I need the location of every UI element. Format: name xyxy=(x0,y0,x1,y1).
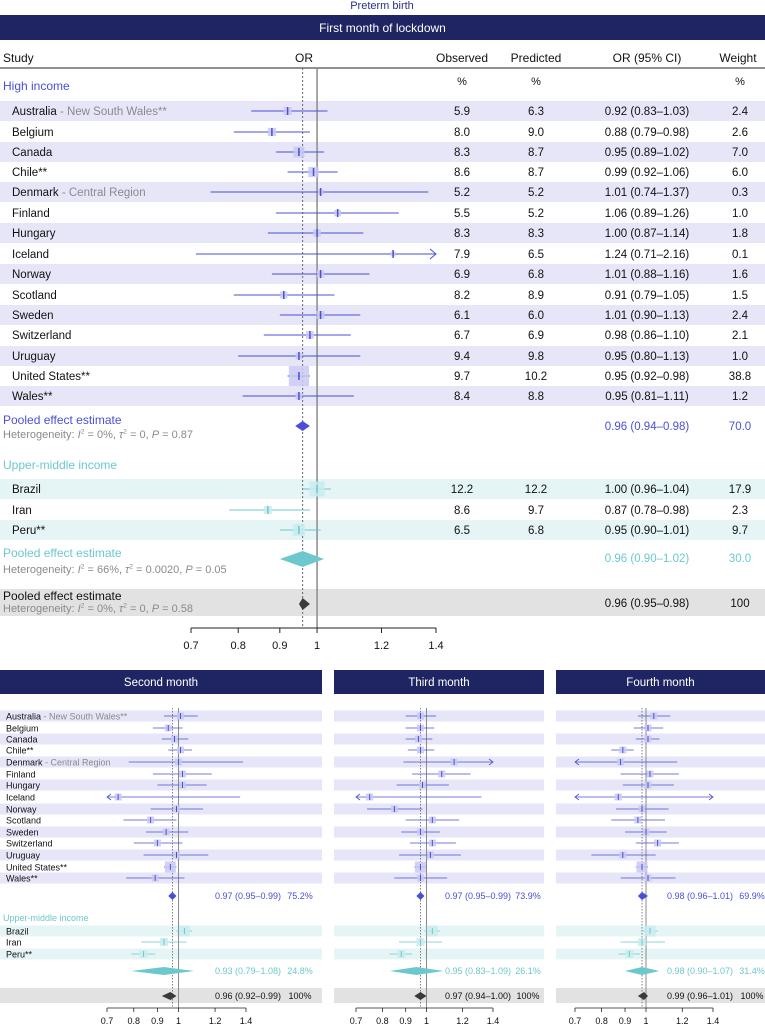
predicted-value: 5.2 xyxy=(528,187,544,199)
small-panel-3 xyxy=(556,670,765,1026)
heterogeneity-text: Heterogeneity: $I^2 = 66\%$, $\tau^2 = 0.0020$, P = 0.05 xyxy=(3,563,227,576)
predicted-value: 8.8 xyxy=(528,391,544,403)
pooled-ci-overall: 0.96 (0.95–0.98) xyxy=(604,598,690,610)
small-study-label: Sweden xyxy=(6,827,39,838)
small-pooled-weight-high: 75.2% xyxy=(287,891,313,901)
small-x-tick-label: 1.4 xyxy=(706,1016,720,1026)
small-pooled-ci-high: 0.98 (0.96–1.01) xyxy=(666,891,734,901)
pooled-weight-overall: 100 xyxy=(730,598,750,610)
study-label: Hungary xyxy=(12,228,56,240)
study-label: Finland xyxy=(12,208,50,220)
ci-value: 1.01 (0.74–1.37) xyxy=(604,187,690,199)
predicted-value: 6.5 xyxy=(528,249,544,261)
pooled-label-overall: Pooled effect estimate xyxy=(3,589,122,603)
pooled-ci-upper: 0.96 (0.90–1.02) xyxy=(604,553,690,565)
pooled-weight-upper: 30.0 xyxy=(728,553,752,565)
predicted-value: 8.3 xyxy=(528,228,544,240)
small-study-label: Chile** xyxy=(6,745,34,756)
study-label: Brazil xyxy=(12,484,41,496)
unit-weight: % xyxy=(735,76,745,88)
small-study-label: Scotland xyxy=(6,815,42,826)
header-or: OR xyxy=(295,51,313,65)
predicted-value: 6.8 xyxy=(528,525,544,537)
study-label: Denmark - Central Region xyxy=(12,187,146,199)
observed-value: 8.6 xyxy=(454,505,470,517)
study-label: Scotland xyxy=(12,290,57,302)
observed-value: 7.9 xyxy=(454,249,470,261)
observed-value: 6.9 xyxy=(454,269,470,281)
weight-value: 1.6 xyxy=(732,269,748,281)
study-label: Chile** xyxy=(12,167,48,179)
weight-value: 2.4 xyxy=(732,106,748,118)
predicted-value: 8.7 xyxy=(528,167,544,179)
x-tick-label: 1.2 xyxy=(373,640,390,652)
predicted-value: 9.0 xyxy=(528,127,544,139)
small-row-band xyxy=(334,711,544,722)
header-weight: Weight xyxy=(719,51,757,65)
small-row-bands xyxy=(556,711,765,1004)
ci-value: 0.88 (0.79–0.98) xyxy=(604,127,690,139)
x-tick-label: 0.9 xyxy=(272,640,288,652)
weight-value: 1.8 xyxy=(732,228,748,240)
predicted-value: 9.7 xyxy=(528,505,544,517)
small-x-tick-label: 1 xyxy=(176,1016,182,1026)
predicted-value: 8.9 xyxy=(528,290,544,302)
figure-title: Preterm birth xyxy=(350,0,414,12)
small-study-label: Iran xyxy=(6,937,22,948)
predicted-value: 6.0 xyxy=(528,310,544,322)
x-tick-label: 1 xyxy=(314,640,321,652)
small-x-tick-label: 1.2 xyxy=(208,1016,222,1026)
header-observed: Observed xyxy=(435,51,489,65)
study-label: Belgium xyxy=(12,127,54,139)
small-pooled-ci-overall: 0.96 (0.92–0.99) xyxy=(214,991,282,1001)
small-x-tick-label: 1.4 xyxy=(486,1016,500,1026)
weight-value: 9.7 xyxy=(732,525,748,537)
header-ci: OR (95% CI) xyxy=(612,51,682,65)
group-label-high-income: High income xyxy=(3,79,70,93)
pooled-label-upper: Pooled effect estimate xyxy=(3,546,122,560)
small-study-label: Switzerland xyxy=(6,838,53,849)
observed-value: 8.0 xyxy=(454,127,470,139)
weight-value: 2.6 xyxy=(732,127,748,139)
ci-value: 1.01 (0.90–1.13) xyxy=(604,310,690,322)
small-pooled-weight-overall: 100% xyxy=(516,991,540,1001)
header-study: Study xyxy=(3,51,34,65)
small-row-bands xyxy=(0,711,322,1004)
ci-value: 1.06 (0.89–1.26) xyxy=(604,208,690,220)
study-label: Iceland xyxy=(12,249,50,261)
small-pooled-weight-high: 69.9% xyxy=(739,891,765,901)
small-x-tick-label: 0.8 xyxy=(595,1016,608,1026)
study-label: Canada xyxy=(12,147,53,159)
observed-value: 8.3 xyxy=(454,147,470,159)
small-study-label: Wales** xyxy=(6,873,38,884)
pooled-weight-high: 70.0 xyxy=(728,421,752,433)
x-tick-label: 1.4 xyxy=(428,640,444,652)
x-tick-label: 0.7 xyxy=(183,640,199,652)
small-study-label: Peru** xyxy=(6,949,33,960)
small-pooled-weight-upper: 26.1% xyxy=(515,966,541,976)
small-pooled-weight-high: 73.9% xyxy=(515,891,541,901)
small-pooled-ci-overall: 0.97 (0.94–1.00) xyxy=(444,991,512,1001)
predicted-value: 5.2 xyxy=(528,208,544,220)
small-study-label: Australia - New South Wales** xyxy=(6,711,128,722)
study-label: Uruguay xyxy=(12,351,56,363)
small-pooled-weight-upper: 24.8% xyxy=(287,966,313,976)
small-overall-band xyxy=(556,988,765,1003)
weight-value: 2.1 xyxy=(732,330,748,342)
observed-value: 8.3 xyxy=(454,228,470,240)
predicted-value: 6.9 xyxy=(528,330,544,342)
small-study-label: Finland xyxy=(6,769,36,780)
small-group-label-upper: Upper-middle income xyxy=(3,913,89,923)
small-pooled-diamond-upper xyxy=(131,967,194,975)
ci-value: 1.24 (0.71–2.16) xyxy=(604,249,690,261)
small-x-tick-label: 0.8 xyxy=(127,1016,141,1026)
small-row-band xyxy=(556,850,765,861)
small-overall-band xyxy=(334,988,544,1003)
heterogeneity-text: Heterogeneity: $I^2 = 0\%$, $\tau^2 = 0$, P = 0.87 xyxy=(3,428,194,441)
small-study-label: Canada xyxy=(6,734,38,745)
ci-value: 0.95 (0.89–1.02) xyxy=(604,147,690,159)
small-pooled-diamond-high xyxy=(416,892,424,900)
weight-value: 6.0 xyxy=(732,167,748,179)
pooled-label-high: Pooled effect estimate xyxy=(3,413,122,427)
predicted-value: 12.2 xyxy=(524,484,548,496)
observed-value: 6.1 xyxy=(454,310,470,322)
small-panel-1 xyxy=(0,670,322,1026)
small-pooled-weight-overall: 100% xyxy=(740,991,764,1001)
small-study-label: Belgium xyxy=(6,723,39,734)
header-predicted: Predicted xyxy=(510,51,562,65)
small-row-band xyxy=(334,949,544,960)
predicted-value: 6.3 xyxy=(528,106,544,118)
observed-value: 5.5 xyxy=(454,208,470,220)
weight-value: 0.1 xyxy=(732,249,748,261)
small-x-tick-label: 1 xyxy=(643,1016,649,1026)
small-row-band xyxy=(334,804,544,815)
small-study-label: Brazil xyxy=(6,926,29,937)
predicted-value: 6.8 xyxy=(528,269,544,281)
ci-value: 1.01 (0.88–1.16) xyxy=(604,269,690,281)
small-row-bands xyxy=(334,711,544,1004)
small-study-label: Uruguay xyxy=(6,850,41,861)
small-x-tick-label: 1.4 xyxy=(239,1016,253,1026)
small-x-tick-label: 0.9 xyxy=(399,1016,412,1026)
small-study-label: United States** xyxy=(6,862,68,873)
study-label: Sweden xyxy=(12,310,54,322)
small-pooled-ci-upper: 0.95 (0.83–1.09) xyxy=(444,966,512,976)
small-pooled-ci-overall: 0.99 (0.96–1.01) xyxy=(666,991,734,1001)
small-pooled-diamond-upper xyxy=(625,967,659,975)
small-x-tick-label: 0.9 xyxy=(618,1016,632,1026)
small-pooled-weight-upper: 31.4% xyxy=(739,966,765,976)
weight-value: 17.9 xyxy=(728,484,752,496)
weight-value: 0.3 xyxy=(732,187,748,199)
small-x-tick-label: 0.8 xyxy=(376,1016,389,1026)
observed-value: 6.7 xyxy=(454,330,470,342)
small-panel-title: Second month xyxy=(123,677,199,689)
small-row-band xyxy=(556,734,765,745)
observed-value: 8.6 xyxy=(454,167,470,179)
small-pooled-ci-upper: 0.93 (0.79–1.08) xyxy=(214,966,282,976)
small-x-tick-label: 1.2 xyxy=(456,1016,469,1026)
ci-value: 0.95 (0.92–0.98) xyxy=(604,371,690,383)
observed-value: 5.9 xyxy=(454,106,470,118)
group-label-upper-middle: Upper-middle income xyxy=(3,458,118,472)
small-x-tick-label: 1.2 xyxy=(676,1016,689,1026)
weight-value: 7.0 xyxy=(732,147,748,159)
small-x-tick-label: 0.7 xyxy=(349,1016,363,1026)
ci-value: 0.95 (0.80–1.13) xyxy=(604,351,690,363)
small-row-band xyxy=(0,734,322,745)
ci-value: 0.87 (0.78–0.98) xyxy=(604,505,690,517)
observed-value: 6.5 xyxy=(454,525,470,537)
ci-value: 0.91 (0.79–1.05) xyxy=(604,290,690,302)
study-label: Switzerland xyxy=(12,330,72,342)
small-row-band xyxy=(334,734,544,745)
ci-value: 0.95 (0.90–1.01) xyxy=(604,525,690,537)
observed-value: 12.2 xyxy=(450,484,474,496)
ci-value: 1.00 (0.96–1.04) xyxy=(604,484,690,496)
small-pooled-ci-high: 0.97 (0.95–0.99) xyxy=(214,891,282,901)
pooled-ci-high: 0.96 (0.94–0.98) xyxy=(604,421,690,433)
ci-value: 0.92 (0.83–1.03) xyxy=(604,106,690,118)
study-label: Norway xyxy=(12,269,51,281)
study-label: United States** xyxy=(12,371,90,383)
main-panel-title: First month of lockdown xyxy=(319,21,446,35)
weight-value: 1.0 xyxy=(732,351,748,363)
x-tick-label: 0.8 xyxy=(230,640,246,652)
small-row-band xyxy=(0,949,322,960)
small-panel-2 xyxy=(334,670,544,1026)
study-label: Wales** xyxy=(12,391,53,403)
ci-value: 1.00 (0.87–1.14) xyxy=(604,228,690,240)
small-x-tick-label: 0.7 xyxy=(568,1016,582,1026)
observed-value: 9.4 xyxy=(454,351,470,363)
small-row-band xyxy=(556,926,765,937)
small-panel-title: Fourth month xyxy=(626,677,695,689)
small-study-label: Denmark - Central Region xyxy=(6,757,111,768)
weight-value: 1.2 xyxy=(732,391,748,403)
small-panel-title: Third month xyxy=(408,677,470,689)
predicted-value: 8.7 xyxy=(528,147,544,159)
weight-value: 38.8 xyxy=(728,371,752,383)
ci-value: 0.98 (0.86–1.10) xyxy=(604,330,690,342)
small-pooled-weight-overall: 100% xyxy=(288,991,312,1001)
weight-value: 2.4 xyxy=(732,310,748,322)
observed-value: 8.4 xyxy=(454,391,470,403)
small-study-label: Iceland xyxy=(6,792,36,803)
observed-value: 5.2 xyxy=(454,187,470,199)
unit-observed: % xyxy=(457,76,467,88)
small-x-tick-label: 0.9 xyxy=(151,1016,164,1026)
study-label: Peru** xyxy=(12,525,46,537)
observed-value: 8.2 xyxy=(454,290,470,302)
weight-value: 1.0 xyxy=(732,208,748,220)
small-pooled-diamond-high xyxy=(168,892,176,900)
small-study-label: Hungary xyxy=(6,780,41,791)
predicted-value: 10.2 xyxy=(524,371,548,383)
ci-value: 0.95 (0.81–1.11) xyxy=(605,391,689,403)
predicted-value: 9.8 xyxy=(528,351,544,363)
heterogeneity-text: Heterogeneity: $I^2 = 0\%$, $\tau^2 = 0$, P = 0.58 xyxy=(3,602,194,615)
small-row-band xyxy=(556,949,765,960)
small-study-label: Norway xyxy=(6,804,37,815)
small-x-tick-label: 0.7 xyxy=(100,1016,114,1026)
small-x-tick-label: 1 xyxy=(423,1016,430,1026)
observed-value: 9.7 xyxy=(454,371,470,383)
study-label: Australia - New South Wales** xyxy=(12,106,167,118)
study-label: Iran xyxy=(12,505,32,517)
ci-value: 0.99 (0.92–1.06) xyxy=(604,167,690,179)
small-pooled-diamond-upper xyxy=(390,967,444,975)
weight-value: 2.3 xyxy=(732,505,748,517)
small-row-band xyxy=(0,926,322,937)
small-pooled-ci-high: 0.97 (0.95–0.99) xyxy=(444,891,512,901)
main-forest-panel xyxy=(0,15,765,652)
small-pooled-ci-upper: 0.98 (0.90–1.07) xyxy=(666,966,734,976)
unit-predicted: % xyxy=(531,76,541,88)
weight-value: 1.5 xyxy=(732,290,748,302)
pooled-diamond-high xyxy=(295,421,310,431)
